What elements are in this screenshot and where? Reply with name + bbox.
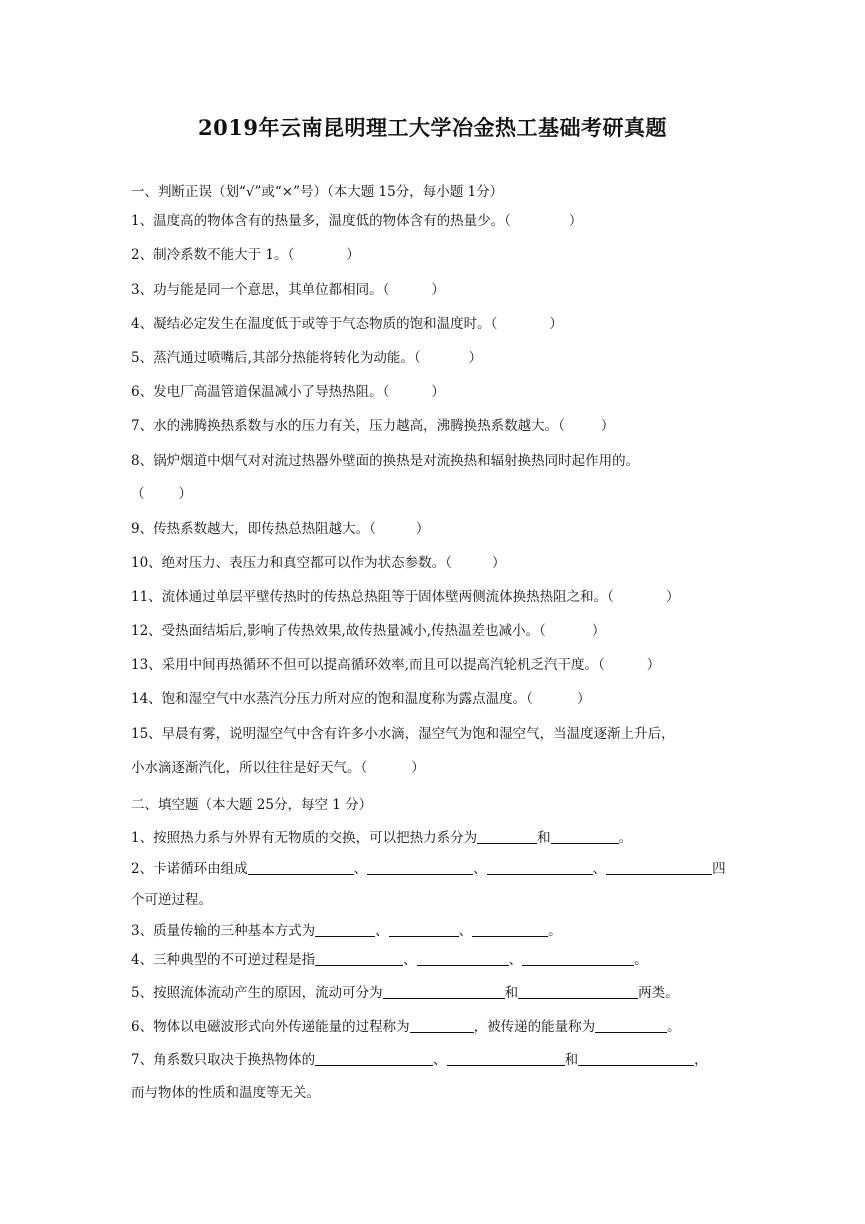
answer-blank <box>367 860 473 875</box>
question-5: 5、蒸汽通过喷嘴后,其部分热能将转化为动能。（ ） <box>131 350 483 366</box>
section1-heading: 一、判断正误（划“√”或“×”号）（本大题 15分，每小题 1分） <box>131 184 504 200</box>
answer-blank <box>389 922 459 937</box>
answer-blank <box>522 951 634 966</box>
question-2: 2、制冷系数不能大于 1。（ ） <box>131 247 360 263</box>
fill-question-2: 2、卡诺循环由组成 、 、 、 四 <box>131 861 726 877</box>
answer-blank <box>477 829 537 844</box>
answer-blank <box>315 1051 433 1066</box>
question-6: 6、发电厂高温管道保温减小了导热热阻。（ ） <box>131 384 445 400</box>
answer-blank <box>551 829 619 844</box>
answer-blank <box>417 951 509 966</box>
fill-question-5: 5、按照流体流动产生的原因，流动可分为 和 两类。 <box>131 985 679 1001</box>
fill-question-7: 7、角系数只取决于换热物体的 、 和 ， <box>131 1052 708 1068</box>
answer-blank <box>578 1051 694 1066</box>
question-15: 15、早晨有雾，说明湿空气中含有许多小水滴，湿空气为饱和湿空气，当温度逐渐上升后， <box>131 726 675 742</box>
question-13: 13、采用中间再热循环不但可以提高循环效率,而且可以提高汽轮机乏汽干度。（ ） <box>131 657 661 673</box>
section2-heading: 二、填空题（本大题 25分，每空 1 分） <box>131 797 373 813</box>
answer-blank <box>248 860 354 875</box>
answer-blank <box>315 951 403 966</box>
question-9: 9、传热系数越大，即传热总热阻越大。（ ） <box>131 521 430 537</box>
question-11: 11、流体通过单层平壁传热时的传热总热阻等于固体壁两侧流体换热热阻之和。（ ） <box>131 589 680 605</box>
question-10: 10、绝对压力、表压力和真空都可以作为状态参数。（ ） <box>131 555 506 571</box>
answer-blank <box>315 922 375 937</box>
fill-question-7-continued: 而与物体的性质和温度等无关。 <box>131 1085 320 1101</box>
answer-blank <box>606 860 712 875</box>
question-7: 7、水的沸腾换热系数与水的压力有关，压力越高，沸腾换热系数越大。（ ） <box>131 418 615 434</box>
question-1: 1、温度高的物体含有的热量多，温度低的物体含有的热量少。（ ） <box>131 213 583 229</box>
fill-question-4: 4、三种典型的不可逆过程是指 、 、 。 <box>131 952 648 968</box>
page-title: 2019年云南昆明理工大学冶金热工基础考研真题 <box>198 115 667 140</box>
fill-question-1: 1、按照热力系与外界有无物质的交换，可以把热力系分为 和 。 <box>131 830 633 846</box>
answer-blank <box>595 1018 667 1033</box>
question-8-answer: （ ） <box>131 486 192 502</box>
fill-question-6: 6、物体以电磁波形式向外传递能量的过程称为 ，被传递的能量称为 。 <box>131 1019 681 1035</box>
answer-blank <box>410 1018 474 1033</box>
answer-blank <box>447 1051 565 1066</box>
answer-blank <box>487 860 593 875</box>
question-14: 14、饱和湿空气中水蒸汽分压力所对应的饱和温度称为露点温度。（ ） <box>131 691 591 707</box>
fill-question-2-continued: 个可逆过程。 <box>131 892 212 908</box>
question-12: 12、受热面结垢后,影响了传热效果,故传热量减小,传热温差也减小。（ ） <box>131 623 606 639</box>
answer-blank <box>383 984 505 999</box>
answer-blank <box>518 984 638 999</box>
question-3: 3、功与能是同一个意思，其单位都相同。（ ） <box>131 282 445 298</box>
question-4: 4、凝结必定发生在温度低于或等于气态物质的饱和温度时。（ ） <box>131 316 563 332</box>
question-15-continued: 小水滴逐渐汽化，所以往往是好天气。（ ） <box>131 760 425 776</box>
answer-blank <box>472 922 548 937</box>
question-8: 8、锅炉烟道中烟气对对流过热器外壁面的换热是对流换热和辐射换热同时起作用的。 <box>131 453 640 469</box>
fill-question-3: 3、质量传输的三种基本方式为 、 、 。 <box>131 923 562 939</box>
